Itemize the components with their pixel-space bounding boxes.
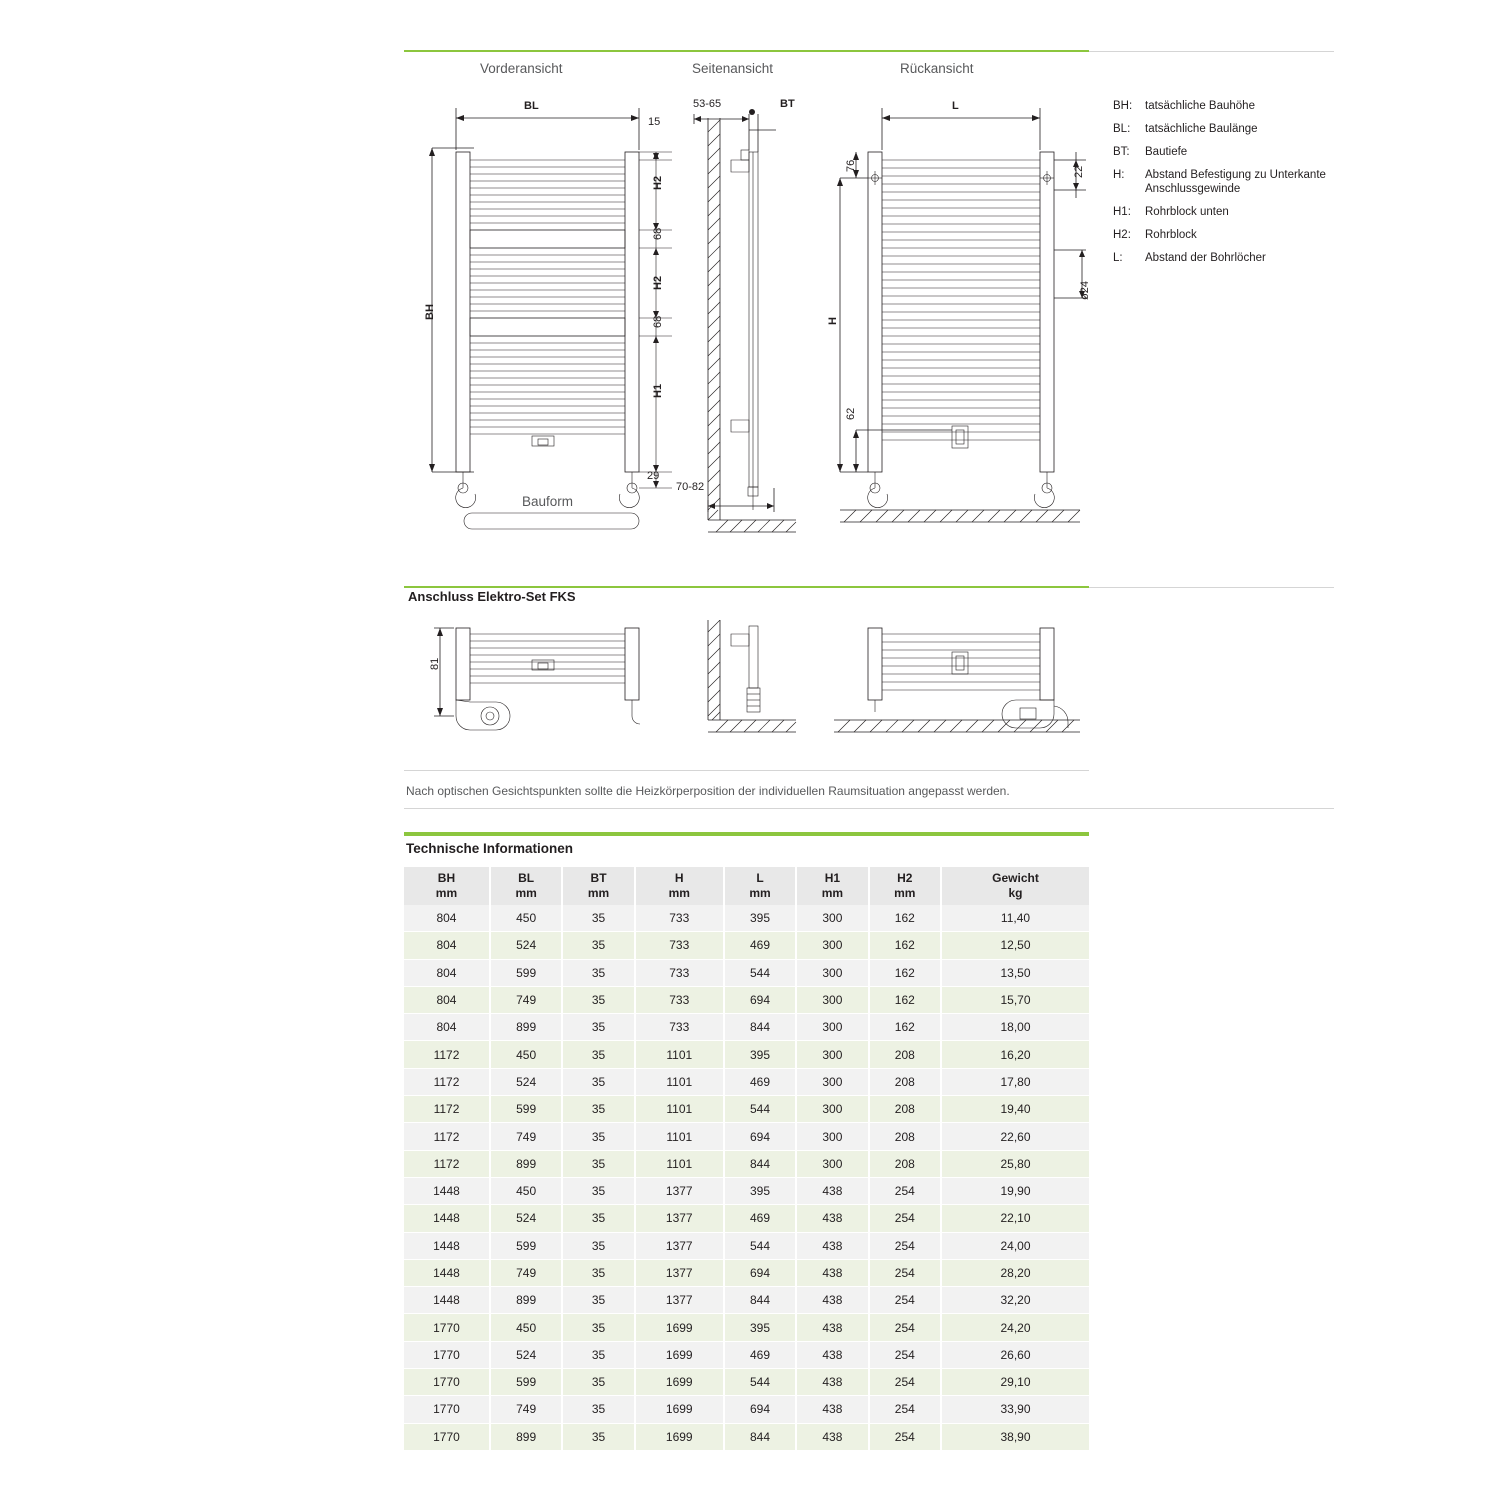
legend-value: tatsächliche Bauhöhe	[1145, 100, 1255, 112]
table-row	[404, 1041, 1089, 1068]
legend-value: Rohrblock	[1145, 229, 1197, 241]
cell-weight: 15,70	[941, 986, 1089, 1013]
cell-bh: 804	[404, 986, 490, 1013]
cell-bt: 35	[562, 1177, 634, 1204]
table-row	[404, 1150, 1089, 1177]
table-row	[404, 1287, 1089, 1314]
cell-bh: 1448	[404, 1205, 490, 1232]
cell-h: 1101	[635, 1123, 724, 1150]
cell-h: 1699	[635, 1369, 724, 1396]
cell-bt: 35	[562, 1259, 634, 1286]
cell-h2: 254	[869, 1177, 941, 1204]
cell-weight: 24,20	[941, 1314, 1089, 1341]
tech-accent-rule	[404, 832, 1089, 836]
cell-h: 733	[635, 932, 724, 959]
col-name: BT	[590, 871, 607, 885]
cell-h: 1101	[635, 1096, 724, 1123]
col-name: H	[674, 871, 684, 885]
cell-h1: 438	[796, 1259, 868, 1286]
dim-29: 29	[647, 470, 660, 482]
table-row	[404, 1423, 1089, 1450]
cell-l: 395	[724, 905, 796, 932]
top-accent-rule	[404, 50, 1089, 52]
cell-l: 544	[724, 1369, 796, 1396]
cell-h1: 300	[796, 1041, 868, 1068]
cell-h1: 438	[796, 1205, 868, 1232]
cell-l: 694	[724, 1396, 796, 1423]
cell-bt: 35	[562, 1205, 634, 1232]
cell-weight: 12,50	[941, 932, 1089, 959]
col-header-bt	[562, 867, 634, 905]
cell-h2: 208	[869, 1068, 941, 1095]
cell-weight: 19,40	[941, 1096, 1089, 1123]
cell-l: 395	[724, 1041, 796, 1068]
table-row	[404, 1232, 1089, 1259]
cell-l: 395	[724, 1177, 796, 1204]
cell-h: 1101	[635, 1068, 724, 1095]
cell-h1: 300	[796, 1150, 868, 1177]
col-header-l	[724, 867, 796, 905]
cell-bt: 35	[562, 1150, 634, 1177]
table-row	[404, 1096, 1089, 1123]
cell-bt: 35	[562, 959, 634, 986]
legend-key: L:	[1113, 252, 1123, 264]
cell-l: 694	[724, 1123, 796, 1150]
cell-bt: 35	[562, 1068, 634, 1095]
dim-22: 22	[1073, 165, 1085, 178]
cell-bh: 804	[404, 905, 490, 932]
tech-table-wrap	[404, 867, 1089, 1451]
cell-h: 733	[635, 905, 724, 932]
cell-l: 469	[724, 932, 796, 959]
legend-key: BL:	[1113, 123, 1131, 135]
cell-bh: 1770	[404, 1314, 490, 1341]
dim-bh: BH	[424, 304, 436, 320]
col-name: H1	[824, 871, 841, 885]
cell-h2: 254	[869, 1423, 941, 1450]
cell-bh: 804	[404, 959, 490, 986]
cell-h: 1377	[635, 1177, 724, 1204]
cell-bt: 35	[562, 1369, 634, 1396]
table-row	[404, 986, 1089, 1013]
dim-bl: BL	[524, 100, 539, 112]
cell-bh: 1770	[404, 1369, 490, 1396]
cell-h: 1101	[635, 1041, 724, 1068]
cell-weight: 22,10	[941, 1205, 1089, 1232]
cell-bt: 35	[562, 1096, 634, 1123]
cell-weight: 22,60	[941, 1123, 1089, 1150]
dim-l: L	[952, 100, 959, 112]
cell-h: 1699	[635, 1341, 724, 1368]
side-view-drawing	[686, 90, 816, 540]
col-header-h	[635, 867, 724, 905]
cell-l: 469	[724, 1341, 796, 1368]
view-label-back: Rückansicht	[900, 61, 974, 76]
col-header-bh	[404, 867, 490, 905]
cell-h: 733	[635, 986, 724, 1013]
table-row	[404, 1341, 1089, 1368]
cell-bt: 35	[562, 1396, 634, 1423]
cell-bt: 35	[562, 1232, 634, 1259]
cell-bt: 35	[562, 1014, 634, 1041]
table-header-row	[404, 867, 1089, 905]
cell-h: 1699	[635, 1423, 724, 1450]
cell-weight: 11,40	[941, 905, 1089, 932]
cell-h2: 162	[869, 986, 941, 1013]
table-row	[404, 1396, 1089, 1423]
cell-h2: 254	[869, 1314, 941, 1341]
cell-h1: 300	[796, 959, 868, 986]
electro-accent-rule	[404, 586, 1089, 588]
cell-bl: 899	[490, 1423, 562, 1450]
cell-weight: 16,20	[941, 1041, 1089, 1068]
view-label-front: Vorderansicht	[480, 61, 563, 76]
col-name: H2	[897, 871, 913, 885]
cell-l: 694	[724, 986, 796, 1013]
col-unit: mm	[515, 886, 537, 900]
cell-h1: 300	[796, 1068, 868, 1095]
cell-bl: 749	[490, 1396, 562, 1423]
cell-h1: 438	[796, 1232, 868, 1259]
table-row	[404, 1205, 1089, 1232]
dim-81: 81	[429, 657, 441, 670]
cell-h2: 254	[869, 1341, 941, 1368]
cell-h2: 208	[869, 1123, 941, 1150]
cell-bl: 524	[490, 932, 562, 959]
cell-h2: 162	[869, 1014, 941, 1041]
cell-h2: 254	[869, 1287, 941, 1314]
cell-weight: 24,00	[941, 1232, 1089, 1259]
cell-bl: 450	[490, 905, 562, 932]
cell-bh: 1172	[404, 1150, 490, 1177]
dim-h1: H1	[652, 383, 664, 398]
cell-bh: 804	[404, 1014, 490, 1041]
cell-h: 1377	[635, 1259, 724, 1286]
back-view-drawing	[820, 90, 1110, 540]
col-unit: mm	[668, 886, 690, 900]
cell-h: 1699	[635, 1314, 724, 1341]
legend-value: Bautiefe	[1145, 146, 1188, 158]
cell-bl: 524	[490, 1341, 562, 1368]
cell-bl: 899	[490, 1287, 562, 1314]
cell-h: 733	[635, 959, 724, 986]
cell-bl: 524	[490, 1205, 562, 1232]
col-unit: mm	[749, 886, 771, 900]
dim-bt: BT	[780, 98, 795, 110]
cell-bl: 749	[490, 1259, 562, 1286]
legend-key: H2:	[1113, 229, 1131, 241]
legend-item	[1113, 99, 1373, 113]
dim-dia24: ø24	[1079, 281, 1091, 300]
cell-weight: 26,60	[941, 1341, 1089, 1368]
cell-bt: 35	[562, 1423, 634, 1450]
cell-h: 1377	[635, 1287, 724, 1314]
cell-bh: 1448	[404, 1177, 490, 1204]
cell-weight: 13,50	[941, 959, 1089, 986]
col-header-h1	[796, 867, 868, 905]
cell-bl: 450	[490, 1041, 562, 1068]
cell-l: 844	[724, 1287, 796, 1314]
cell-h: 1377	[635, 1232, 724, 1259]
cell-bl: 899	[490, 1014, 562, 1041]
table-body	[404, 905, 1089, 1450]
cell-l: 844	[724, 1150, 796, 1177]
cell-bh: 804	[404, 932, 490, 959]
cell-h1: 438	[796, 1369, 868, 1396]
view-label-bauform: Bauform	[522, 494, 574, 509]
legend-key: BT:	[1113, 146, 1130, 158]
cell-h1: 438	[796, 1177, 868, 1204]
cell-h1: 300	[796, 986, 868, 1013]
optical-note: Nach optischen Gesichtspunkten sollte die Heizkörperposition der individuellen Raumsituation angepasst werden.	[406, 784, 1010, 798]
dim-depth: 53-65	[693, 98, 722, 110]
cell-h1: 438	[796, 1341, 868, 1368]
electro-grey-rule	[1089, 587, 1334, 588]
electro-section-title: Anschluss Elektro-Set FKS	[408, 589, 576, 604]
table-row	[404, 1369, 1089, 1396]
cell-weight: 38,90	[941, 1423, 1089, 1450]
cell-bh: 1448	[404, 1259, 490, 1286]
col-name: BL	[518, 871, 535, 885]
cell-weight: 17,80	[941, 1068, 1089, 1095]
cell-l: 544	[724, 1096, 796, 1123]
cell-h2: 162	[869, 905, 941, 932]
legend-key: H:	[1113, 169, 1125, 181]
cell-bh: 1172	[404, 1068, 490, 1095]
dim-76: 76	[845, 159, 857, 172]
legend-value: Abstand der Bohrlöcher	[1145, 252, 1266, 264]
dim-62: 62	[845, 407, 857, 420]
cell-bt: 35	[562, 932, 634, 959]
table-row	[404, 905, 1089, 932]
cell-h1: 300	[796, 905, 868, 932]
cell-h2: 162	[869, 932, 941, 959]
legend-value: tatsächliche Baulänge	[1145, 123, 1258, 135]
table-row	[404, 1314, 1089, 1341]
cell-l: 844	[724, 1423, 796, 1450]
col-header-h2	[869, 867, 941, 905]
cell-h2: 254	[869, 1259, 941, 1286]
cell-h2: 162	[869, 959, 941, 986]
col-header-bl	[490, 867, 562, 905]
cell-bl: 599	[490, 1096, 562, 1123]
cell-h1: 438	[796, 1314, 868, 1341]
dim-68-bot: 68	[652, 315, 664, 328]
col-name: BH	[437, 871, 456, 885]
cell-h: 1699	[635, 1396, 724, 1423]
cell-bt: 35	[562, 986, 634, 1013]
cell-bh: 1770	[404, 1396, 490, 1423]
cell-h1: 438	[796, 1396, 868, 1423]
cell-l: 469	[724, 1068, 796, 1095]
cell-h1: 300	[796, 1123, 868, 1150]
cell-h2: 208	[869, 1041, 941, 1068]
cell-weight: 18,00	[941, 1014, 1089, 1041]
cell-bt: 35	[562, 905, 634, 932]
table-row	[404, 1123, 1089, 1150]
cell-bt: 35	[562, 1287, 634, 1314]
cell-bt: 35	[562, 1341, 634, 1368]
cell-h2: 254	[869, 1396, 941, 1423]
cell-bh: 1448	[404, 1232, 490, 1259]
col-unit: mm	[821, 886, 844, 900]
col-unit: mm	[587, 886, 610, 900]
cell-bl: 450	[490, 1177, 562, 1204]
cell-h2: 254	[869, 1232, 941, 1259]
cell-bh: 1770	[404, 1423, 490, 1450]
legend-item	[1113, 168, 1373, 196]
cell-h1: 438	[796, 1423, 868, 1450]
dim-h2-top: H2	[652, 175, 664, 190]
col-name: L	[756, 871, 764, 885]
cell-bl: 599	[490, 1369, 562, 1396]
cell-bh: 1172	[404, 1096, 490, 1123]
cell-l: 694	[724, 1259, 796, 1286]
note-divider-rule	[404, 770, 1089, 771]
cell-bh: 1770	[404, 1341, 490, 1368]
cell-h2: 208	[869, 1150, 941, 1177]
col-header-weight	[941, 867, 1089, 905]
cell-l: 844	[724, 1014, 796, 1041]
col-name: Gewicht	[992, 871, 1039, 885]
cell-bh: 1448	[404, 1287, 490, 1314]
view-label-side: Seitenansicht	[692, 61, 774, 76]
cell-l: 544	[724, 959, 796, 986]
cell-bl: 749	[490, 1123, 562, 1150]
cell-bl: 524	[490, 1068, 562, 1095]
cell-bl: 450	[490, 1314, 562, 1341]
cell-h: 1101	[635, 1150, 724, 1177]
cell-bl: 749	[490, 986, 562, 1013]
cell-weight: 29,10	[941, 1369, 1089, 1396]
cell-l: 395	[724, 1314, 796, 1341]
dim-h: H	[827, 317, 839, 325]
dim-base: 70-82	[676, 481, 705, 493]
electro-drawing-back	[820, 620, 1110, 740]
cell-bt: 35	[562, 1041, 634, 1068]
col-unit: mm	[894, 886, 916, 900]
cell-h1: 300	[796, 932, 868, 959]
cell-l: 544	[724, 1232, 796, 1259]
cell-weight: 32,20	[941, 1287, 1089, 1314]
cell-bh: 1172	[404, 1123, 490, 1150]
cell-bl: 599	[490, 959, 562, 986]
cell-bh: 1172	[404, 1041, 490, 1068]
electro-drawing-side	[686, 620, 816, 740]
table-row	[404, 932, 1089, 959]
col-unit: kg	[1008, 886, 1023, 900]
tech-section-title: Technische Informationen	[406, 841, 574, 856]
legend-item	[1113, 251, 1373, 265]
table-row	[404, 1259, 1089, 1286]
dim-68-top: 68	[652, 227, 664, 240]
dim-h2-mid: H2	[652, 275, 664, 290]
cell-h2: 254	[869, 1205, 941, 1232]
electro-drawing-front	[404, 620, 684, 740]
table-row	[404, 959, 1089, 986]
tech-table	[404, 867, 1089, 1451]
col-unit: mm	[435, 886, 458, 900]
legend-item	[1113, 205, 1373, 219]
cell-h2: 208	[869, 1096, 941, 1123]
cell-weight: 19,90	[941, 1177, 1089, 1204]
cell-weight: 28,20	[941, 1259, 1089, 1286]
table-row	[404, 1014, 1089, 1041]
legend-key: BH:	[1113, 100, 1133, 112]
table-row	[404, 1068, 1089, 1095]
cell-weight: 25,80	[941, 1150, 1089, 1177]
cell-h: 733	[635, 1014, 724, 1041]
legend-value: Rohrblock unten	[1145, 206, 1229, 218]
cell-h1: 438	[796, 1287, 868, 1314]
front-view-drawing	[404, 90, 684, 540]
dim-15: 15	[648, 116, 661, 128]
legend-value: Abstand Befestigung zu Unterkante Anschlussgewinde	[1145, 169, 1326, 195]
note-bottom-rule	[404, 808, 1334, 809]
cell-bl: 899	[490, 1150, 562, 1177]
cell-bl: 599	[490, 1232, 562, 1259]
cell-bt: 35	[562, 1123, 634, 1150]
cell-h1: 300	[796, 1014, 868, 1041]
top-grey-rule	[1089, 51, 1334, 52]
cell-l: 469	[724, 1205, 796, 1232]
legend-item	[1113, 145, 1373, 159]
legend-key: H1:	[1113, 206, 1131, 218]
legend-item	[1113, 228, 1373, 242]
cell-bt: 35	[562, 1314, 634, 1341]
cell-h1: 300	[796, 1096, 868, 1123]
legend	[1113, 99, 1373, 274]
cell-h: 1377	[635, 1205, 724, 1232]
cell-weight: 33,90	[941, 1396, 1089, 1423]
legend-item	[1113, 122, 1373, 136]
cell-h2: 254	[869, 1369, 941, 1396]
table-row	[404, 1177, 1089, 1204]
